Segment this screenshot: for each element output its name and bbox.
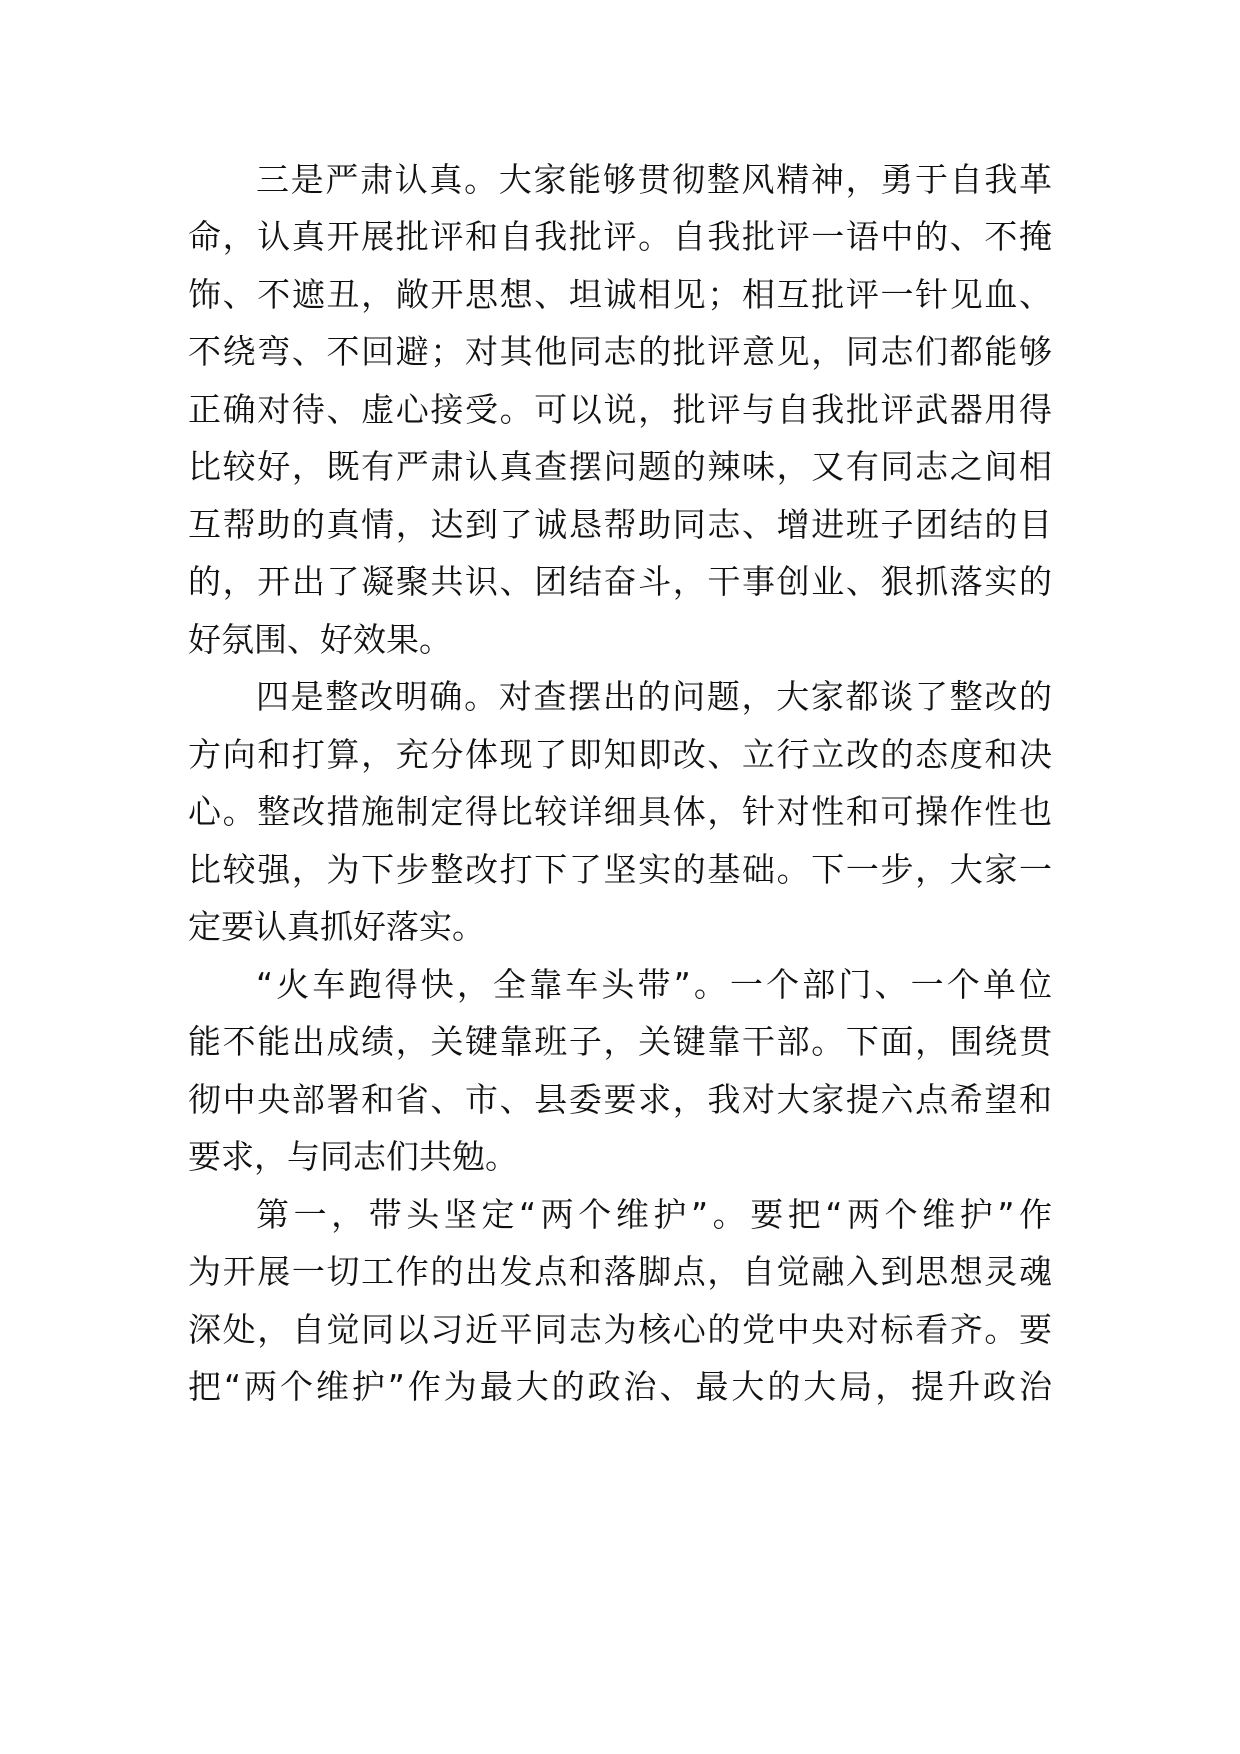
paragraph-1-line-8: 的，开出了凝聚共识、团结奋斗，干事创业、狠抓落实的 <box>188 562 1052 601</box>
paragraph-2-line-2: 方向和打算，充分体现了即知即改、立行立改的态度和决 <box>188 735 1052 774</box>
paragraph-2-line-5: 定要认真抓好落实。 <box>188 907 485 946</box>
paragraph-4-line-3: 深处，自觉同以习近平同志为核心的党中央对标看齐。要 <box>188 1310 1052 1349</box>
paragraph-1-line-2: 命，认真开展批评和自我批评。自我批评一语中的、不掩 <box>188 217 1052 256</box>
paragraph-1-line-4: 不绕弯、不回避；对其他同志的批评意见，同志们都能够 <box>188 332 1052 371</box>
paragraph-4-line-2: 为开展一切工作的出发点和落脚点，自觉融入到思想灵魂 <box>188 1252 1052 1291</box>
paragraph-1-line-7: 互帮助的真情，达到了诚恳帮助同志、增进班子团结的目 <box>188 505 1052 544</box>
paragraph-1-line-5: 正确对待、虚心接受。可以说，批评与自我批评武器用得 <box>188 390 1052 429</box>
paragraph-1-line-3: 饰、不遮丑，敞开思想、坦诚相见；相互批评一针见血、 <box>188 275 1052 314</box>
paragraph-1-line-9: 好氛围、好效果。 <box>188 620 452 659</box>
paragraph-1-line-1: 三是严肃认真。大家能够贯彻整风精神，勇于自我革 <box>256 160 1052 199</box>
paragraph-2-line-3: 心。整改措施制定得比较详细具体，针对性和可操作性也 <box>188 792 1052 831</box>
paragraph-3-line-1: “火车跑得快，全靠车头带”。一个部门、一个单位 <box>256 965 1052 1004</box>
paragraph-2-line-4: 比较强，为下步整改打下了坚实的基础。下一步，大家一 <box>188 850 1052 889</box>
paragraph-4-line-1: 第一，带头坚定“两个维护”。要把“两个维护”作 <box>256 1195 1052 1234</box>
paragraph-4-line-4: 把“两个维护”作为最大的政治、最大的大局，提升政治 <box>188 1367 1052 1406</box>
paragraph-3-line-4: 要求，与同志们共勉。 <box>188 1137 518 1176</box>
paragraph-1-line-6: 比较好，既有严肃认真查摆问题的辣味，又有同志之间相 <box>188 447 1052 486</box>
paragraph-2-line-1: 四是整改明确。对查摆出的问题，大家都谈了整改的 <box>256 677 1052 716</box>
paragraph-3-line-3: 彻中央部署和省、市、县委要求，我对大家提六点希望和 <box>188 1080 1052 1119</box>
paragraph-3-line-2: 能不能出成绩，关键靠班子，关键靠干部。下面，围绕贯 <box>188 1022 1052 1061</box>
